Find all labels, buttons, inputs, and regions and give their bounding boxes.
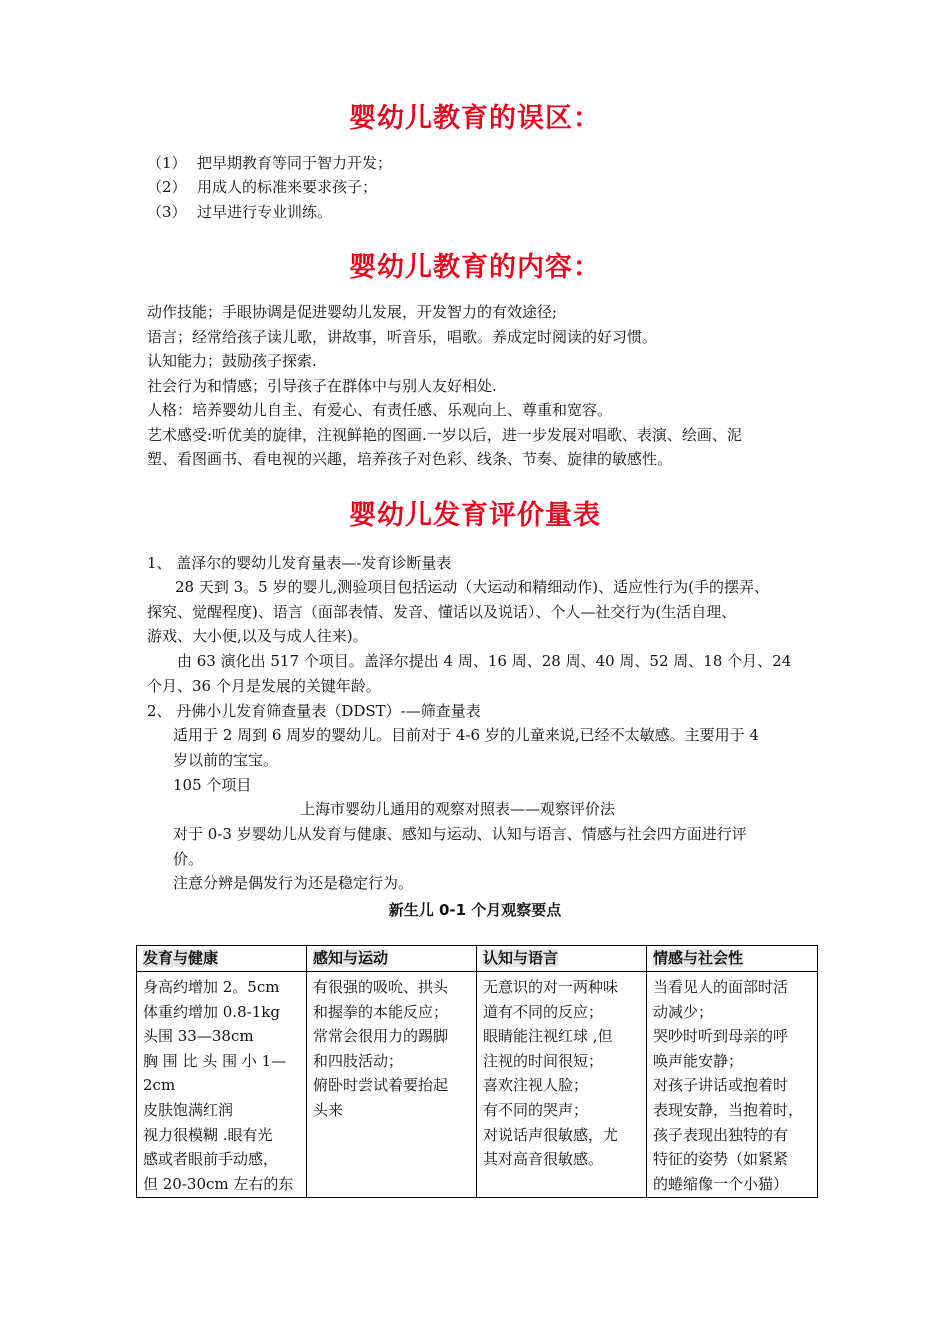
column-header: 发育与健康 [137,946,307,972]
heading-misconceptions: 婴幼儿教育的误区： [349,103,601,134]
list-item [147,152,392,174]
scale-2-description [173,723,817,772]
cell-line: 其对高音很敏感。 [483,1150,604,1169]
table-header-row [137,946,818,972]
cell-line: 常常会很用力的踢脚 [313,1027,449,1046]
cell-line: 俯卧时尝试着要抬起 [313,1076,449,1095]
content-line: 动作技能；手眼协调是促进婴幼儿发展，开发智力的有效途径; [147,303,558,321]
list-number: （2） [147,178,187,196]
text-line: 28 天到 3。5 岁的婴儿,测验项目包括运动（大运动和精细动作)、适应性行为(手的摆弄、 [175,578,769,596]
cell-line: 对孩子讲话或抱着时 [653,1076,789,1095]
table-cell [477,972,647,1198]
cell-line: 无意识的对一两种味 [483,978,619,996]
table-row [137,972,818,1198]
text-line: 价。 [173,849,204,868]
content-line: 社会行为和情感；引导孩子在群体中与别人友好相处. [147,376,497,395]
cell-line: 喜欢注视人脸； [483,1076,589,1095]
cell-line: 但 20-30cm 左右的东 [143,1174,294,1193]
cell-line: 和四肢活动； [313,1051,404,1070]
cell-line: 注视的时间很短； [483,1051,604,1070]
cell-line: 皮肤饱满红润 [143,1100,234,1119]
table-cell [137,972,307,1198]
list-item [147,176,377,198]
text-line: 对于 0-3 岁婴幼儿从发育与健康、感知与运动、认知与语言、情感与社会四方面进行评 [173,825,747,843]
cell-line: 特征的姿势（如紧紧 [653,1150,789,1169]
heading-education-content: 婴幼儿教育的内容： [349,252,601,283]
list-item [147,201,332,223]
text-line: 探究、觉醒程度)、语言（面部表情、发音、懂话以及说话）、个人—社交行为(生活自理、 [147,602,737,621]
text-line: 岁以前的宝宝。 [173,750,279,769]
cell-line: 身高约增加 2。5cm [143,978,280,996]
cell-line: 道有不同的反应； [483,1002,604,1021]
scale-1-description [147,575,817,649]
content-paragraph [147,300,827,472]
cell-line: 体重约增加 0.8-1kg [143,1002,280,1021]
cell-line: 眼睛能注视红球 ,但 [483,1027,613,1046]
column-header: 感知与运动 [307,946,477,972]
column-header: 认知与语言 [477,946,647,972]
text-line: 个月、36 个月是发展的关键年龄。 [147,676,381,695]
content-line: 认知能力；鼓励孩子探索. [147,352,317,370]
shanghai-note: 注意分辨是偶发行为还是稳定行为。 [173,874,414,892]
list-text: 把早期教育等同于智力开发； [197,154,393,172]
cell-line: 动减少； [653,1002,714,1021]
scale-2-items: 105 个项目 [173,776,252,794]
shanghai-table-title: 上海市婴幼儿通用的观察对照表——观察评价法 [300,800,616,818]
list-number: （1） [147,154,187,172]
list-number: （3） [147,203,187,221]
content-line: 语言；经常给孩子读儿歌，讲故事，听音乐，唱歌。养成定时阅读的好习惯。 [147,327,658,346]
cell-line: 头来 [313,1100,344,1119]
shanghai-description [173,822,817,871]
list-text: 过早进行专业训练。 [197,203,333,221]
cell-line: 感或者眼前手动感， [143,1150,279,1169]
cell-line: 哭吵时听到母亲的呼 [653,1027,789,1046]
cell-line: 和握拳的本能反应； [313,1002,449,1021]
cell-line: 当看见人的面部时活 [653,978,789,996]
cell-line: 有不同的哭声； [483,1100,589,1119]
list-text: 用成人的标准来要求孩子； [197,178,378,196]
table-cell [647,972,818,1198]
cell-line: 2cm [143,1076,176,1095]
text-line: 由 63 演化出 517 个项目。盖泽尔提出 4 周、16 周、28 周、40 周、52 周、18 个月、24 [177,652,792,670]
cell-line: 的蜷缩像一个小猫） [653,1174,789,1193]
cell-line: 对说话声很敏感，尤 [483,1125,619,1144]
text-line: 游戏、大小便,以及与成人往来)。 [147,627,368,645]
scale-1-items [147,649,817,698]
scale-2-heading: 2、 丹佛小儿发育筛查量表（DDST）-—筛查量表 [147,702,481,720]
content-line: 艺术感受:听优美的旋律，注视鲜艳的图画.一岁以后，进一步发展对唱歌、表演、绘画、泥 [147,425,742,444]
cell-line: 视力很模糊 .眼有光 [143,1125,273,1144]
table-caption: 新生儿 0-1 个月观察要点 [388,901,562,919]
observation-table [136,945,818,1198]
scale-1-heading: 1、 盖泽尔的婴幼儿发育量表—-发育诊断量表 [147,554,452,572]
heading-assessment-scales: 婴幼儿发育评价量表 [349,500,601,531]
content-line: 塑、看图画书、看电视的兴趣，培养孩子对色彩、线条、节奏、旋律的敏感性。 [147,450,673,468]
cell-line: 孩子表现出独特的有 [653,1125,789,1144]
cell-line: 头围 33—38cm [143,1027,254,1046]
cell-line: 有很强的吸吮、拱头 [313,978,449,996]
cell-line: 胸 围 比 头 围 小 1— [143,1051,287,1070]
cell-line: 唤声能安静； [653,1051,744,1070]
content-line: 人格：培养婴幼儿自主、有爱心、有责任感、乐观向上、尊重和宽容。 [147,401,613,419]
column-header: 情感与社会性 [647,946,818,972]
table-cell [307,972,477,1198]
text-line: 适用于 2 周到 6 周岁的婴幼儿。目前对于 4-6 岁的儿童来说,已经不太敏感。主要用于 4 [173,726,759,744]
cell-line: 表现安静，当抱着时， [653,1100,804,1119]
